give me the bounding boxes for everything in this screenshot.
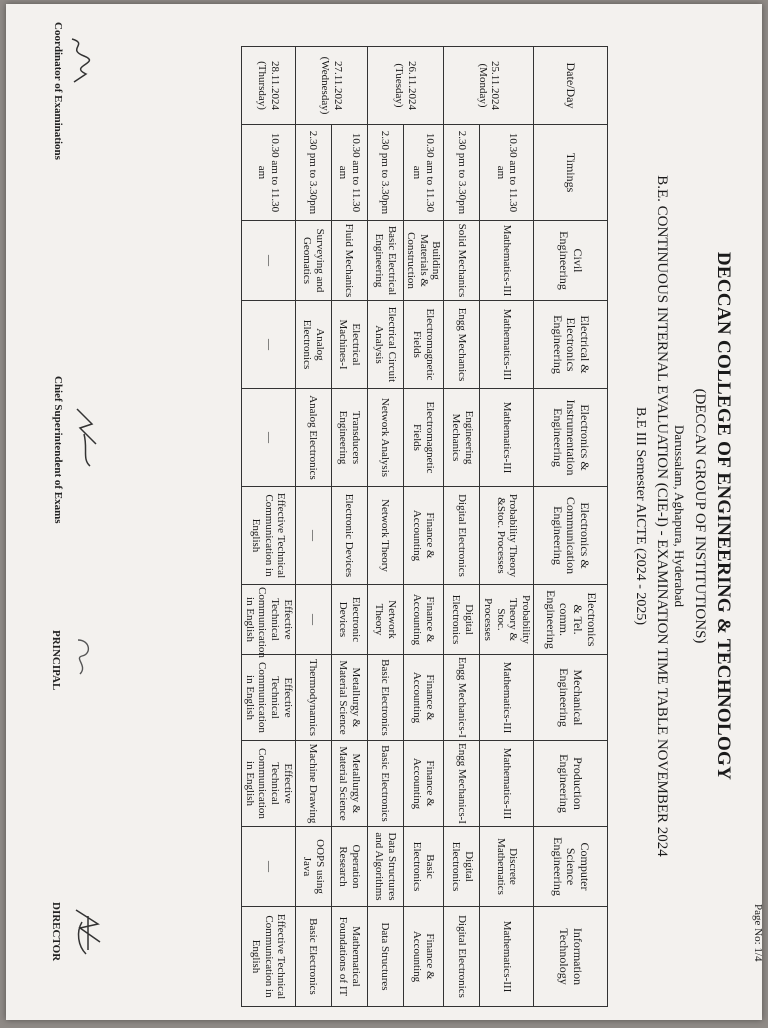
col-timings: Timings bbox=[534, 125, 608, 221]
timing-cell: 10.30 am to 11.30 am bbox=[403, 125, 444, 221]
subject-cell: Electrical Machines-I bbox=[331, 301, 367, 389]
subject-cell: Effective Technical Communication in English bbox=[241, 907, 295, 1007]
subject-cell: Engg Mechanics-I bbox=[444, 655, 480, 741]
subject-cell: Finance & Accounting bbox=[403, 907, 444, 1007]
subject-cell: Fluid Mechanics bbox=[331, 221, 367, 301]
subject-cell: Effective Technical Communication in English bbox=[241, 585, 295, 655]
subject-cell: Finance & Accounting bbox=[403, 585, 444, 655]
subject-cell: Transducers Engineering bbox=[331, 389, 367, 487]
timing-cell: 2.30 pm to 3.30pm bbox=[444, 125, 480, 221]
subject-cell: Basic Electronics bbox=[367, 741, 403, 827]
subject-cell: Network Theory bbox=[367, 585, 403, 655]
subject-cell: Mathematics-III bbox=[480, 907, 534, 1007]
subject-cell: Mathematical Foundations of IT bbox=[331, 907, 367, 1007]
col-branch: Civil Engineering bbox=[534, 221, 608, 301]
subject-cell: Thermodynamics bbox=[295, 655, 331, 741]
page-number: Page No: 1/4 bbox=[752, 904, 764, 962]
subject-cell: Network Theory bbox=[367, 487, 403, 585]
coordinator-signature bbox=[64, 34, 94, 94]
director-label: DIRECTOR bbox=[50, 902, 62, 962]
college-address: Darussalam, Aghapura, Hyderabad bbox=[672, 425, 687, 607]
date-text: 28.11.2024 bbox=[268, 60, 281, 111]
subject-cell: Analog Electronics bbox=[295, 301, 331, 389]
group-name: (DECCAN GROUP OF INSTITUTIONS) bbox=[692, 388, 708, 644]
timetable-body bbox=[241, 47, 533, 1007]
subject-cell: Effective Technical Communication in English bbox=[241, 655, 295, 741]
header-row bbox=[534, 47, 608, 1007]
semester-line: B.E III Semester AICTE (2024 - 2025) bbox=[633, 406, 648, 626]
subject-cell: Finance & Accounting bbox=[403, 741, 444, 827]
subject-cell: Network Analysis bbox=[367, 389, 403, 487]
col-branch: Electrical & Electronics Engineering bbox=[534, 301, 608, 389]
timing-cell: 10.30 am to 11.30 am bbox=[241, 125, 295, 221]
subject-cell: — bbox=[241, 827, 295, 907]
day-text: (Thursday) bbox=[256, 61, 269, 110]
principal-signature bbox=[68, 634, 98, 684]
date-cell bbox=[295, 47, 367, 125]
timing-cell: 10.30 am to 11.30 am bbox=[480, 125, 534, 221]
subject-cell: Mathematics-III bbox=[480, 655, 534, 741]
subject-cell: — bbox=[241, 301, 295, 389]
subject-cell: Machine Drawing bbox=[295, 741, 331, 827]
subject-cell: Digital Electronics bbox=[444, 907, 480, 1007]
col-branch: Electronics & Instrumentation Engineering bbox=[534, 389, 608, 487]
subject-cell: Discrete Mathematics bbox=[480, 827, 534, 907]
timetable bbox=[241, 46, 608, 1007]
subject-cell: Electronic Devices bbox=[331, 585, 367, 655]
chief-signature bbox=[68, 404, 102, 474]
subject-cell: Electrical Circuit Analysis bbox=[367, 301, 403, 389]
subject-cell: Basic Electronics bbox=[403, 827, 444, 907]
subject-cell: Engg Mechanics bbox=[444, 301, 480, 389]
subject-cell: Finance & Accounting bbox=[403, 487, 444, 585]
timing-cell: 10.30 am to 11.30 am bbox=[331, 125, 367, 221]
paper-sheet bbox=[6, 4, 762, 1020]
subject-cell: Electromagnetic Fields bbox=[403, 301, 444, 389]
date-text: 25.11.2024 bbox=[489, 60, 502, 111]
subject-cell: Operation Research bbox=[331, 827, 367, 907]
subject-cell: Solid Mechanics bbox=[444, 221, 480, 301]
subject-cell: — bbox=[295, 487, 331, 585]
date-cell bbox=[444, 47, 534, 125]
day-text: (Wednesday) bbox=[319, 56, 332, 115]
subject-cell: Basic Electronics bbox=[367, 655, 403, 741]
subject-cell: Building Materials & Construction bbox=[403, 221, 444, 301]
col-branch: Mechanical Engineering bbox=[534, 655, 608, 741]
subject-cell: Mathematics-III bbox=[480, 301, 534, 389]
subject-cell: Effective Technical Communication in English bbox=[241, 487, 295, 585]
table-row bbox=[444, 47, 480, 1007]
table-row bbox=[241, 47, 295, 1007]
subject-cell: Data Structures bbox=[367, 907, 403, 1007]
date-cell bbox=[241, 47, 295, 125]
college-name: DECCAN COLLEGE OF ENGINEERING & TECHNOLOGY bbox=[713, 251, 734, 781]
subject-cell: Digital Electronics bbox=[444, 827, 480, 907]
date-cell bbox=[367, 47, 444, 125]
subject-cell: Mathematics-III bbox=[480, 389, 534, 487]
day-text: (Monday) bbox=[476, 63, 489, 108]
subject-cell: Effective Technical Communication in English bbox=[241, 741, 295, 827]
table-row bbox=[331, 47, 367, 1007]
subject-cell: Basic Electrical Engineering bbox=[367, 221, 403, 301]
subject-cell: Electronic Devices bbox=[331, 487, 367, 585]
subject-cell: — bbox=[241, 389, 295, 487]
subject-cell: Probability Theory & Stoc. Processes bbox=[480, 585, 534, 655]
chief-label: Chief Superintendent of Exams bbox=[52, 376, 64, 524]
col-branch: Information Technology bbox=[534, 907, 608, 1007]
subject-cell: Digital Electronics bbox=[444, 487, 480, 585]
col-date: Date/Day bbox=[534, 47, 608, 125]
subject-cell: Probability Theory &Stoc. Processes bbox=[480, 487, 534, 585]
col-branch: Electronics & Tel. comm. Engineering bbox=[534, 585, 608, 655]
subject-cell: — bbox=[295, 585, 331, 655]
date-text: 26.11.2024 bbox=[406, 60, 419, 111]
subject-cell: — bbox=[241, 221, 295, 301]
timetable-title: B.E. CONTINUOUS INTERNAL EVALUATION (CIE-I) - EXAMINATION TIME TABLE NOVEMBER 2024 bbox=[654, 175, 670, 857]
subject-cell: Digital Electronics bbox=[444, 585, 480, 655]
table-row bbox=[403, 47, 444, 1007]
timing-cell: 2.30 pm to 3.30pm bbox=[367, 125, 403, 221]
col-branch: Production Engineering bbox=[534, 741, 608, 827]
col-branch: Electronics & Communication Engineering bbox=[534, 487, 608, 585]
rotated-document bbox=[6, 4, 768, 1028]
subject-cell: Engg Mechanics-I bbox=[444, 741, 480, 827]
subject-cell: Basic Electronics bbox=[295, 907, 331, 1007]
coordinator-label: Coordinator of Examinations bbox=[52, 22, 64, 160]
subject-cell: Mathematics-III bbox=[480, 221, 534, 301]
subject-cell: Analog Electronics bbox=[295, 389, 331, 487]
day-text: (Tuesday) bbox=[393, 63, 406, 108]
table-row bbox=[480, 47, 534, 1007]
timing-cell: 2.30 pm to 3.30pm bbox=[295, 125, 331, 221]
subject-cell: Mathematics-III bbox=[480, 741, 534, 827]
director-signature bbox=[68, 902, 106, 962]
subject-cell: Metallurgy & Material Science bbox=[331, 655, 367, 741]
table-row bbox=[295, 47, 331, 1007]
subject-cell: Metallurgy & Material Science bbox=[331, 741, 367, 827]
subject-cell: Electromagnetic Fields bbox=[403, 389, 444, 487]
table-row bbox=[367, 47, 403, 1007]
col-branch: Computer Science Engineering bbox=[534, 827, 608, 907]
subject-cell: OOPS using Java bbox=[295, 827, 331, 907]
principal-label: PRINCIPAL bbox=[50, 630, 62, 691]
date-text: 27.11.2024 bbox=[331, 60, 344, 111]
subject-cell: Engineering Mechanics bbox=[444, 389, 480, 487]
subject-cell: Finance & Accounting bbox=[403, 655, 444, 741]
subject-cell: Data Structures and Algorithms bbox=[367, 827, 403, 907]
subject-cell: Surveying and Geomatics bbox=[295, 221, 331, 301]
